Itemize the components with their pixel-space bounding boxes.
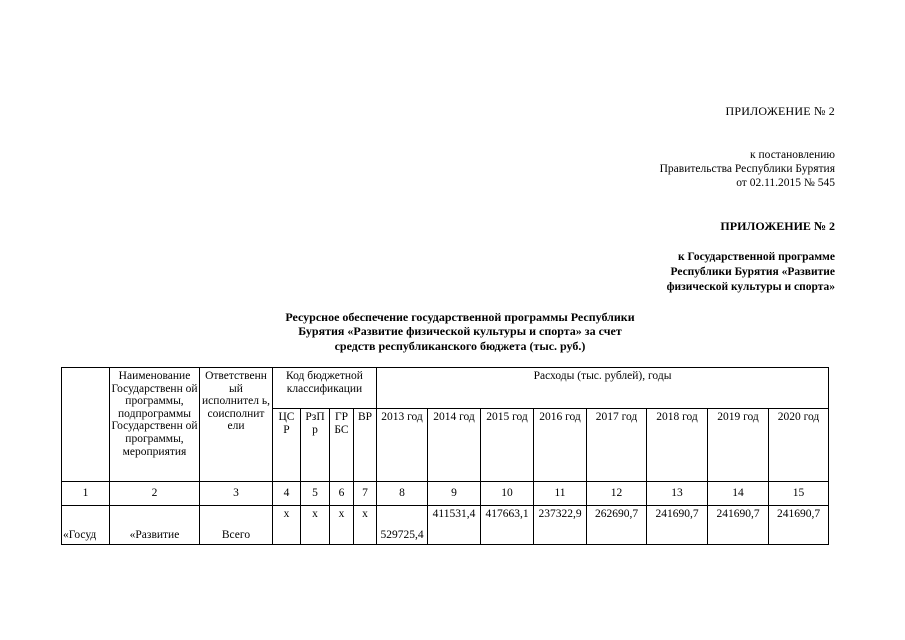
column-number: 2 bbox=[110, 482, 200, 506]
code-col-header: ЦС Р bbox=[273, 409, 301, 482]
responsible-cell: Всего bbox=[200, 506, 273, 545]
header-cell-name: Наименование Государственн ой программы, подпрограммы Государственн ой программы, мероприятия bbox=[110, 368, 200, 482]
title-line: Ресурсное обеспечение государственной программы Республики bbox=[285, 310, 635, 324]
value-cell: 262690,7 bbox=[587, 506, 647, 545]
decree-reference bbox=[660, 148, 835, 191]
header-row bbox=[62, 368, 829, 409]
code-col-header: ВР bbox=[354, 409, 377, 482]
code-cell: х bbox=[354, 506, 377, 545]
document-title bbox=[240, 310, 680, 353]
header-cell-empty bbox=[62, 368, 110, 482]
column-number: 12 bbox=[587, 482, 647, 506]
appendix-heading-bold: ПРИЛОЖЕНИЕ № 2 bbox=[720, 219, 835, 233]
code-col-header: РзП р bbox=[301, 409, 330, 482]
resource-table bbox=[61, 367, 829, 545]
column-number: 15 bbox=[769, 482, 829, 506]
year-col-header: 2017 год bbox=[587, 409, 647, 482]
program-reference bbox=[667, 250, 835, 295]
value-cell: 529725,4 bbox=[377, 506, 428, 545]
appendix-heading: ПРИЛОЖЕНИЕ № 2 bbox=[725, 104, 835, 118]
decree-line: к постановлению bbox=[750, 149, 835, 161]
value-cell: 241690,7 bbox=[708, 506, 769, 545]
title-line: средств республиканского бюджета (тыс. руб.) bbox=[334, 338, 586, 353]
year-col-header: 2020 год bbox=[769, 409, 829, 482]
column-number: 10 bbox=[481, 482, 534, 506]
program-line: физической культуры и спорта» bbox=[666, 281, 835, 293]
column-number: 7 bbox=[354, 482, 377, 506]
program-cell: «Госуд bbox=[62, 506, 110, 545]
decree-line: Правительства Республики Бурятия bbox=[659, 163, 835, 176]
value-cell: 417663,1 bbox=[481, 506, 534, 545]
column-number-row bbox=[62, 482, 829, 506]
header-cell-budget-code: Код бюджетной классификации bbox=[273, 368, 377, 409]
year-col-header: 2016 год bbox=[534, 409, 587, 482]
decree-line: от 02.11.2015 № 545 bbox=[736, 177, 835, 190]
value-cell: 411531,4 bbox=[428, 506, 481, 545]
title-line: Бурятия «Развитие физической культуры и спорта» за счет bbox=[298, 324, 622, 339]
code-cell: х bbox=[330, 506, 354, 545]
column-number: 8 bbox=[377, 482, 428, 506]
year-col-header: 2015 год bbox=[481, 409, 534, 482]
column-number: 9 bbox=[428, 482, 481, 506]
column-number: 6 bbox=[330, 482, 354, 506]
column-number: 1 bbox=[62, 482, 110, 506]
value-cell: 237322,9 bbox=[534, 506, 587, 545]
column-number: 14 bbox=[708, 482, 769, 506]
value-cell: 241690,7 bbox=[769, 506, 829, 545]
program-name-cell: «Развитие bbox=[110, 506, 200, 545]
program-line: к Государственной программе bbox=[678, 251, 835, 263]
column-number: 3 bbox=[200, 482, 273, 506]
program-line: Республики Бурятия «Развитие bbox=[670, 266, 835, 278]
code-col-header: ГР БС bbox=[330, 409, 354, 482]
header-cell-responsible: Ответственн ый исполнител ь, соисполнит ели bbox=[200, 368, 273, 482]
column-number: 13 bbox=[647, 482, 708, 506]
year-col-header: 2014 год bbox=[428, 409, 481, 482]
year-col-header: 2018 год bbox=[647, 409, 708, 482]
header-cell-expenses: Расходы (тыс. рублей), годы bbox=[377, 368, 829, 409]
value-cell: 241690,7 bbox=[647, 506, 708, 545]
year-col-header: 2019 год bbox=[708, 409, 769, 482]
code-cell: х bbox=[301, 506, 330, 545]
year-col-header: 2013 год bbox=[377, 409, 428, 482]
column-number: 5 bbox=[301, 482, 330, 506]
table-row bbox=[62, 506, 829, 545]
code-cell: х bbox=[273, 506, 301, 545]
column-number: 4 bbox=[273, 482, 301, 506]
column-number: 11 bbox=[534, 482, 587, 506]
